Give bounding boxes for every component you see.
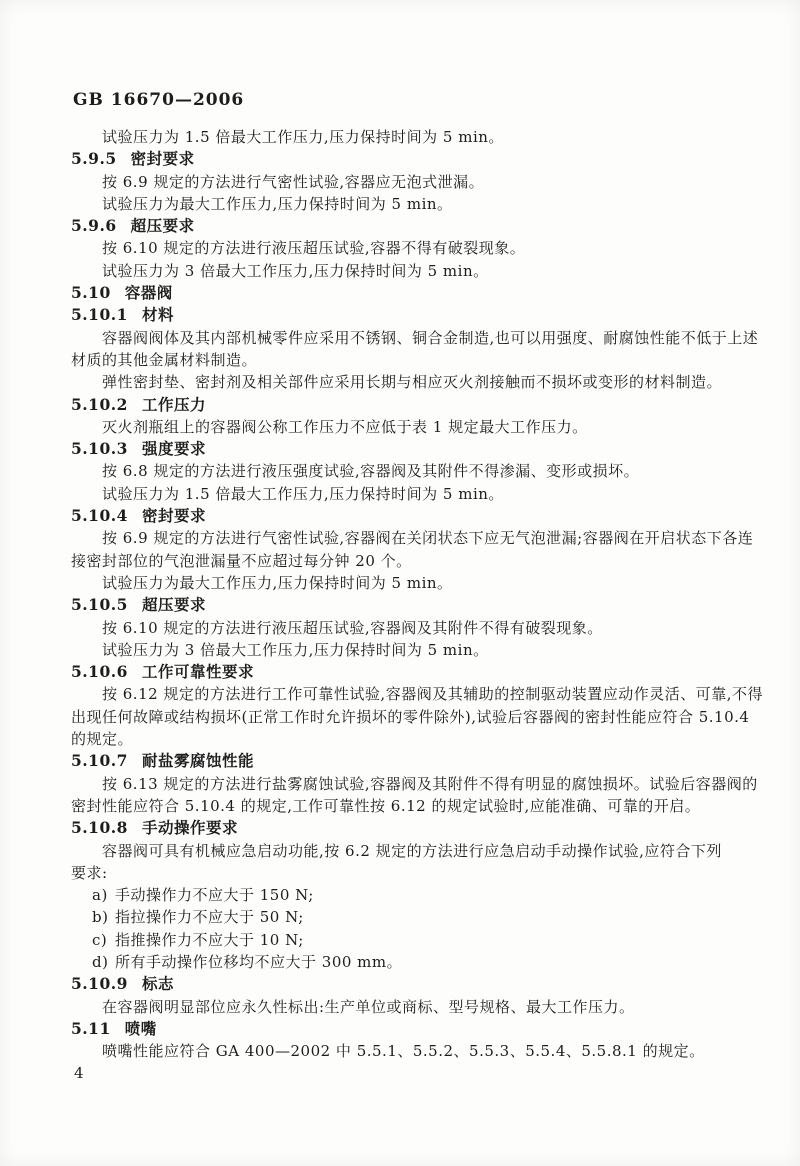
text-line: 试验压力为最大工作压力,压力保持时间为 5 min。 — [102, 194, 453, 213]
text-line: 喷嘴性能应符合 GA 400—2002 中 5.5.1、5.5.2、5.5.3、5.5.4、5.5.8.1 的规定。 — [102, 1042, 705, 1061]
list-marker: b) — [92, 908, 109, 927]
section-heading — [71, 973, 739, 995]
text-line: 容器阀可具有机械应急启动功能,按 6.2 规定的方法进行应急启动手动操作试验,应符合下列 — [102, 841, 722, 860]
list-item — [71, 884, 739, 906]
section-heading — [71, 394, 739, 416]
section-title: 喷嘴 — [124, 1018, 157, 1038]
text-line: 按 6.9 规定的方法进行气密性试验,容器阀在关闭状态下应无气泡泄漏;容器阀在开启状态下各连 — [102, 529, 754, 548]
list-text: 指推操作力不应大于 10 N; — [115, 930, 304, 949]
text-line: 接密封部位的气泡泄漏量不应超过每分钟 20 个。 — [71, 551, 412, 570]
section-number: 5.10.3 — [71, 439, 128, 459]
section-number: 5.9.5 — [71, 149, 117, 169]
section-number: 5.10.6 — [71, 662, 128, 682]
text-line: 按 6.10 规定的方法进行液压超压试验,容器不得有破裂现象。 — [102, 239, 526, 258]
section-title: 手动操作要求 — [141, 818, 238, 838]
text-line: 材质的其他金属材料制造。 — [71, 350, 258, 369]
text-line: 试验压力为最大工作压力,压力保持时间为 5 min。 — [102, 573, 453, 592]
section-number: 5.10.4 — [71, 506, 128, 526]
text-line: 的规定。 — [71, 730, 134, 749]
list-marker: c) — [92, 930, 108, 949]
running-header: GB 16670—2006 — [73, 90, 245, 110]
section-title: 工作可靠性要求 — [141, 662, 254, 682]
section-title: 密封要求 — [141, 506, 206, 526]
text-line: 弹性密封垫、密封剂及相关部件应采用长期与相应灭火剂接触而不损坏或变形的材料制造。 — [102, 373, 723, 392]
section-number: 5.10.2 — [71, 394, 128, 414]
list-item — [71, 929, 739, 951]
section-heading — [71, 215, 739, 237]
list-text: 所有手动操作位移均不应大于 300 mm。 — [115, 952, 403, 971]
section-title: 耐盐雾腐蚀性能 — [141, 751, 254, 771]
list-item — [71, 906, 739, 928]
section-title: 材料 — [141, 305, 174, 325]
text-line: 按 6.10 规定的方法进行液压超压试验,容器阀及其附件不得有破裂现象。 — [102, 618, 603, 637]
list-marker: a) — [92, 886, 108, 905]
section-title: 容器阀 — [124, 283, 173, 303]
section-heading — [71, 661, 739, 683]
section-number: 5.10.7 — [71, 751, 128, 771]
section-heading — [71, 304, 739, 326]
section-heading — [71, 438, 739, 460]
text-line: 按 6.13 规定的方法进行盐雾腐蚀试验,容器阀及其附件不得有明显的腐蚀损坏。试验后容器阀的 — [102, 774, 758, 793]
section-heading — [71, 505, 739, 527]
page-number: 4 — [74, 1064, 84, 1082]
section-title: 密封要求 — [130, 149, 195, 169]
text-line: 灭火剂瓶组上的容器阀公称工作压力不应低于表 1 规定最大工作压力。 — [102, 417, 588, 436]
section-title: 标志 — [141, 974, 174, 994]
text-line: 按 6.12 规定的方法进行工作可靠性试验,容器阀及其辅助的控制驱动装置应动作灵活、可靠,不得 — [102, 685, 763, 704]
section-number: 5.10 — [71, 283, 111, 303]
text-line: 试验压力为 3 倍最大工作压力,压力保持时间为 5 min。 — [102, 640, 489, 659]
section-heading — [71, 148, 739, 170]
section-heading — [71, 594, 739, 616]
section-title: 工作压力 — [141, 394, 206, 414]
section-heading — [71, 1018, 739, 1040]
text-line: 按 6.8 规定的方法进行液压强度试验,容器阀及其附件不得渗漏、变形或损坏。 — [102, 462, 640, 481]
list-text: 指拉操作力不应大于 50 N; — [115, 908, 304, 927]
section-number: 5.10.8 — [71, 818, 128, 838]
text-line: 按 6.9 规定的方法进行气密性试验,容器应无泡式泄漏。 — [102, 172, 485, 191]
page-body — [71, 126, 763, 1062]
section-number: 5.11 — [71, 1018, 111, 1038]
section-number: 5.10.1 — [71, 305, 128, 325]
text-line: 要求: — [71, 863, 108, 882]
section-title: 超压要求 — [130, 216, 195, 236]
text-line: 试验压力为 1.5 倍最大工作压力,压力保持时间为 5 min。 — [102, 128, 504, 146]
list-text: 手动操作力不应大于 150 N; — [115, 886, 314, 905]
text-line: 出现任何故障或结构损坏(正常工作时允许损坏的零件除外),试验后容器阀的密封性能应符合 5.10.4 — [71, 707, 750, 726]
text-line: 密封性能应符合 5.10.4 的规定,工作可靠性按 6.12 的规定试验时,应能准确、可靠的开启。 — [71, 796, 701, 815]
list-marker: d) — [92, 952, 109, 971]
section-number: 5.9.6 — [71, 216, 117, 236]
text-line: 试验压力为 1.5 倍最大工作压力,压力保持时间为 5 min。 — [102, 484, 504, 503]
text-line: 试验压力为 3 倍最大工作压力,压力保持时间为 5 min。 — [102, 261, 489, 280]
section-heading — [71, 750, 739, 772]
text-line: 容器阀阀体及其内部机械零件应采用不锈钢、铜合金制造,也可以用强度、耐腐蚀性能不低于上述 — [102, 328, 759, 347]
section-heading — [71, 282, 739, 304]
section-title: 强度要求 — [141, 439, 206, 459]
section-number: 5.10.9 — [71, 974, 128, 994]
list-item — [71, 951, 739, 973]
section-heading — [71, 817, 739, 839]
text-line: 在容器阀明显部位应永久性标出:生产单位或商标、型号规格、最大工作压力。 — [102, 997, 635, 1016]
section-number: 5.10.5 — [71, 595, 128, 615]
section-title: 超压要求 — [141, 595, 206, 615]
